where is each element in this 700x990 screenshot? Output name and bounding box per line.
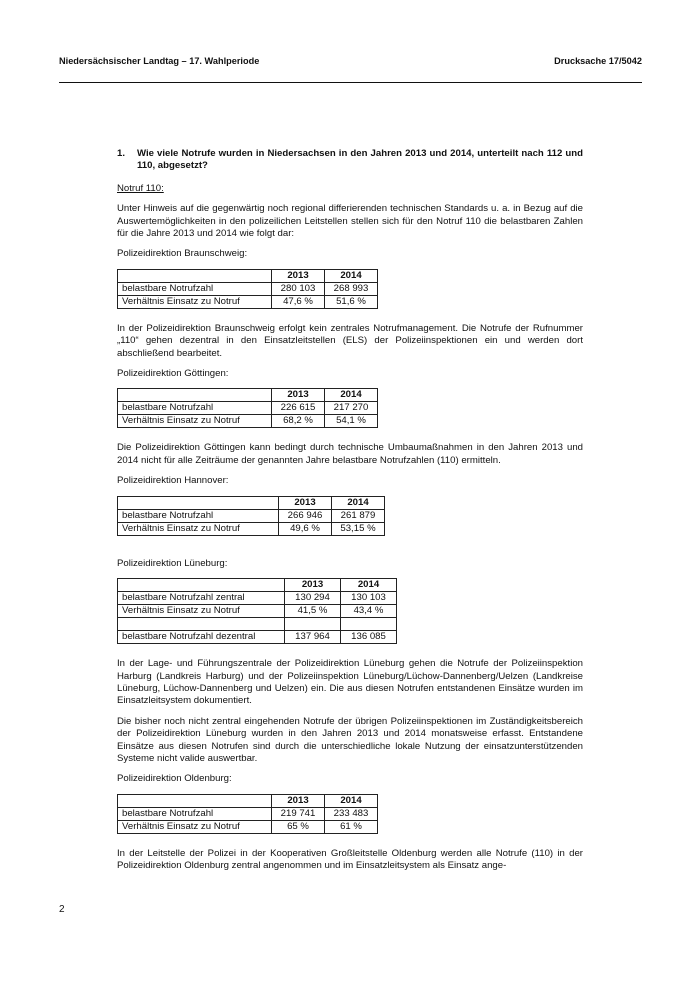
row-label: Verhältnis Einsatz zu Notruf: [118, 820, 272, 833]
directorate-label-lueneburg: Polizeidirektion Lüneburg:: [117, 557, 228, 569]
year-header-2013: 2013: [279, 496, 332, 509]
empty-cell: [118, 618, 285, 631]
value-2013: 41,5 %: [285, 605, 341, 618]
row-label: belastbare Notrufzahl zentral: [118, 592, 285, 605]
row-label: belastbare Notrufzahl: [118, 282, 272, 295]
value-2013: 68,2 %: [272, 415, 325, 428]
table-header-row: [118, 794, 378, 807]
value-2013: 130 294: [285, 592, 341, 605]
value-2014: 217 270: [325, 402, 378, 415]
table-row: [118, 415, 378, 428]
table-header-row: [118, 269, 378, 282]
directorate-label-hannover: Polizeidirektion Hannover:: [117, 475, 229, 487]
table-row: [118, 631, 397, 644]
row-label: belastbare Notrufzahl: [118, 402, 272, 415]
note-braunschweig: In der Polizeidirektion Braunschweig erfolgt kein zentrales Notrufmanagement. Die Notrufe der Rufnummer „110“ gehen dezentral in den Einsatzleitstellen (ELS) der Polizeiinspektionen ein und werden dort abschließend bearbeitet.: [117, 322, 583, 359]
table-goettingen: [117, 388, 378, 428]
table-row: [118, 605, 397, 618]
row-label: belastbare Notrufzahl dezentral: [118, 631, 285, 644]
note-lueneburg-2: Die bisher noch nicht zentral eingehenden Notrufe der übrigen Polizeiinspektionen im Zuständigkeitsbereich der Polizeidirektion Lüneburg wurden in den Jahren 2013 und 2014 monatsweise erfasst. Entstandene Einsätze aus diesen Notrufen sind durch die unterschiedliche lokale Nutzung der einsatzunterstützenden Systeme nicht valide auswertbar.: [117, 715, 583, 764]
table-corner-cell: [118, 269, 272, 282]
empty-cell: [341, 618, 397, 631]
value-2013: 65 %: [272, 820, 325, 833]
table-row: [118, 592, 397, 605]
value-2014: 233 483: [325, 807, 378, 820]
note-goettingen: Die Polizeidirektion Göttingen kann bedingt durch technische Umbaumaßnahmen in den Jahren 2013 und 2014 nicht für alle Zeiträume der genannten Jahre belastbare Notrufzahlen (110) ermitteln.: [117, 442, 583, 466]
table-lueneburg: [117, 578, 397, 644]
value-2014: 136 085: [341, 631, 397, 644]
value-2013: 49,6 %: [279, 522, 332, 535]
value-2014: 261 879: [332, 509, 385, 522]
note-lueneburg-1: In der Lage- und Führungszentrale der Polizeidirektion Lüneburg gehen die Notrufe der Polizeiinspektion Harburg (Landkreis Harburg) und der Polizeiinspektion Lüneburg/Lüchow-Dannenberg/Uelzen (Landkreise Lüneburg, Lüchow-Dannenberg und Uelzen) ein. Die aus diesen Notrufen entstandenen Einsätze wurden im Einsatzleitsystem dokumentiert.: [117, 658, 583, 707]
question-number: 1.: [117, 148, 126, 159]
table-corner-cell: [118, 496, 279, 509]
note-oldenburg: In der Leitstelle der Polizei in der Kooperativen Großleitstelle Oldenburg werden alle Notrufe (110) in der Polizeidirektion Oldenburg zentral angenommen und im Einsatzleitsystem als Einsatz ange-: [117, 847, 583, 872]
table-oldenburg: [117, 794, 378, 834]
table-corner-cell: [118, 794, 272, 807]
table-empty-row: [118, 618, 397, 631]
table-header-row: [118, 389, 378, 402]
question-heading: [117, 148, 583, 173]
directorate-label-oldenburg: Polizeidirektion Oldenburg:: [117, 773, 232, 785]
value-2014: 61 %: [325, 820, 378, 833]
document-body: [117, 148, 583, 881]
table-corner-cell: [118, 579, 285, 592]
year-header-2013: 2013: [272, 389, 325, 402]
value-2014: 130 103: [341, 592, 397, 605]
table-hannover: [117, 496, 385, 536]
value-2013: 137 964: [285, 631, 341, 644]
row-label: belastbare Notrufzahl: [118, 509, 279, 522]
header-divider: [59, 82, 642, 83]
value-2013: 47,6 %: [272, 295, 325, 308]
directorate-label-goettingen: Polizeidirektion Göttingen:: [117, 368, 229, 380]
row-label: Verhältnis Einsatz zu Notruf: [118, 605, 285, 618]
value-2014: 268 993: [325, 282, 378, 295]
row-label: Verhältnis Einsatz zu Notruf: [118, 415, 272, 428]
value-2013: 219 741: [272, 807, 325, 820]
value-2014: 54,1 %: [325, 415, 378, 428]
row-label: belastbare Notrufzahl: [118, 807, 272, 820]
value-2013: 280 103: [272, 282, 325, 295]
intro-paragraph: Unter Hinweis auf die gegenwärtig noch regional differierenden technischen Standards u. a. in Bezug auf die Auswertemöglichkeiten in den polizeilichen Leitstellen stellen sich für den Notruf 110 die belastbaren Zahlen für die Jahre 2013 und 2014 wie folgt dar:: [117, 203, 583, 240]
value-2013: 226 615: [272, 402, 325, 415]
table-row: [118, 820, 378, 833]
table-braunschweig: [117, 269, 378, 309]
table-header-row: [118, 579, 397, 592]
section-title: Notruf 110:: [117, 182, 164, 194]
table-row: [118, 402, 378, 415]
table-row: [118, 509, 385, 522]
year-header-2014: 2014: [341, 579, 397, 592]
row-label: Verhältnis Einsatz zu Notruf: [118, 295, 272, 308]
table-row: [118, 807, 378, 820]
table-row: [118, 282, 378, 295]
table-header-row: [118, 496, 385, 509]
table-row: [118, 295, 378, 308]
table-row: [118, 522, 385, 535]
year-header-2013: 2013: [272, 269, 325, 282]
year-header-2013: 2013: [272, 794, 325, 807]
year-header-2014: 2014: [325, 269, 378, 282]
question-text: Wie viele Notrufe wurden in Niedersachsen in den Jahren 2013 und 2014, unterteilt nach 112 und 110, abgesetzt?: [137, 148, 583, 172]
year-header-2014: 2014: [332, 496, 385, 509]
year-header-2014: 2014: [325, 794, 378, 807]
year-header-2014: 2014: [325, 389, 378, 402]
value-2014: 53,15 %: [332, 522, 385, 535]
value-2014: 43,4 %: [341, 605, 397, 618]
directorate-label-braunschweig: Polizeidirektion Braunschweig:: [117, 248, 248, 260]
year-header-2013: 2013: [285, 579, 341, 592]
header-document-number: Drucksache 17/5042: [554, 56, 642, 66]
page-header: [59, 56, 642, 70]
page-number: 2: [59, 904, 65, 915]
empty-cell: [285, 618, 341, 631]
row-label: Verhältnis Einsatz zu Notruf: [118, 522, 279, 535]
table-corner-cell: [118, 389, 272, 402]
value-2014: 51,6 %: [325, 295, 378, 308]
spacer: [117, 550, 583, 558]
value-2013: 266 946: [279, 509, 332, 522]
header-parliament-title: Niedersächsischer Landtag – 17. Wahlperiode: [59, 56, 260, 66]
